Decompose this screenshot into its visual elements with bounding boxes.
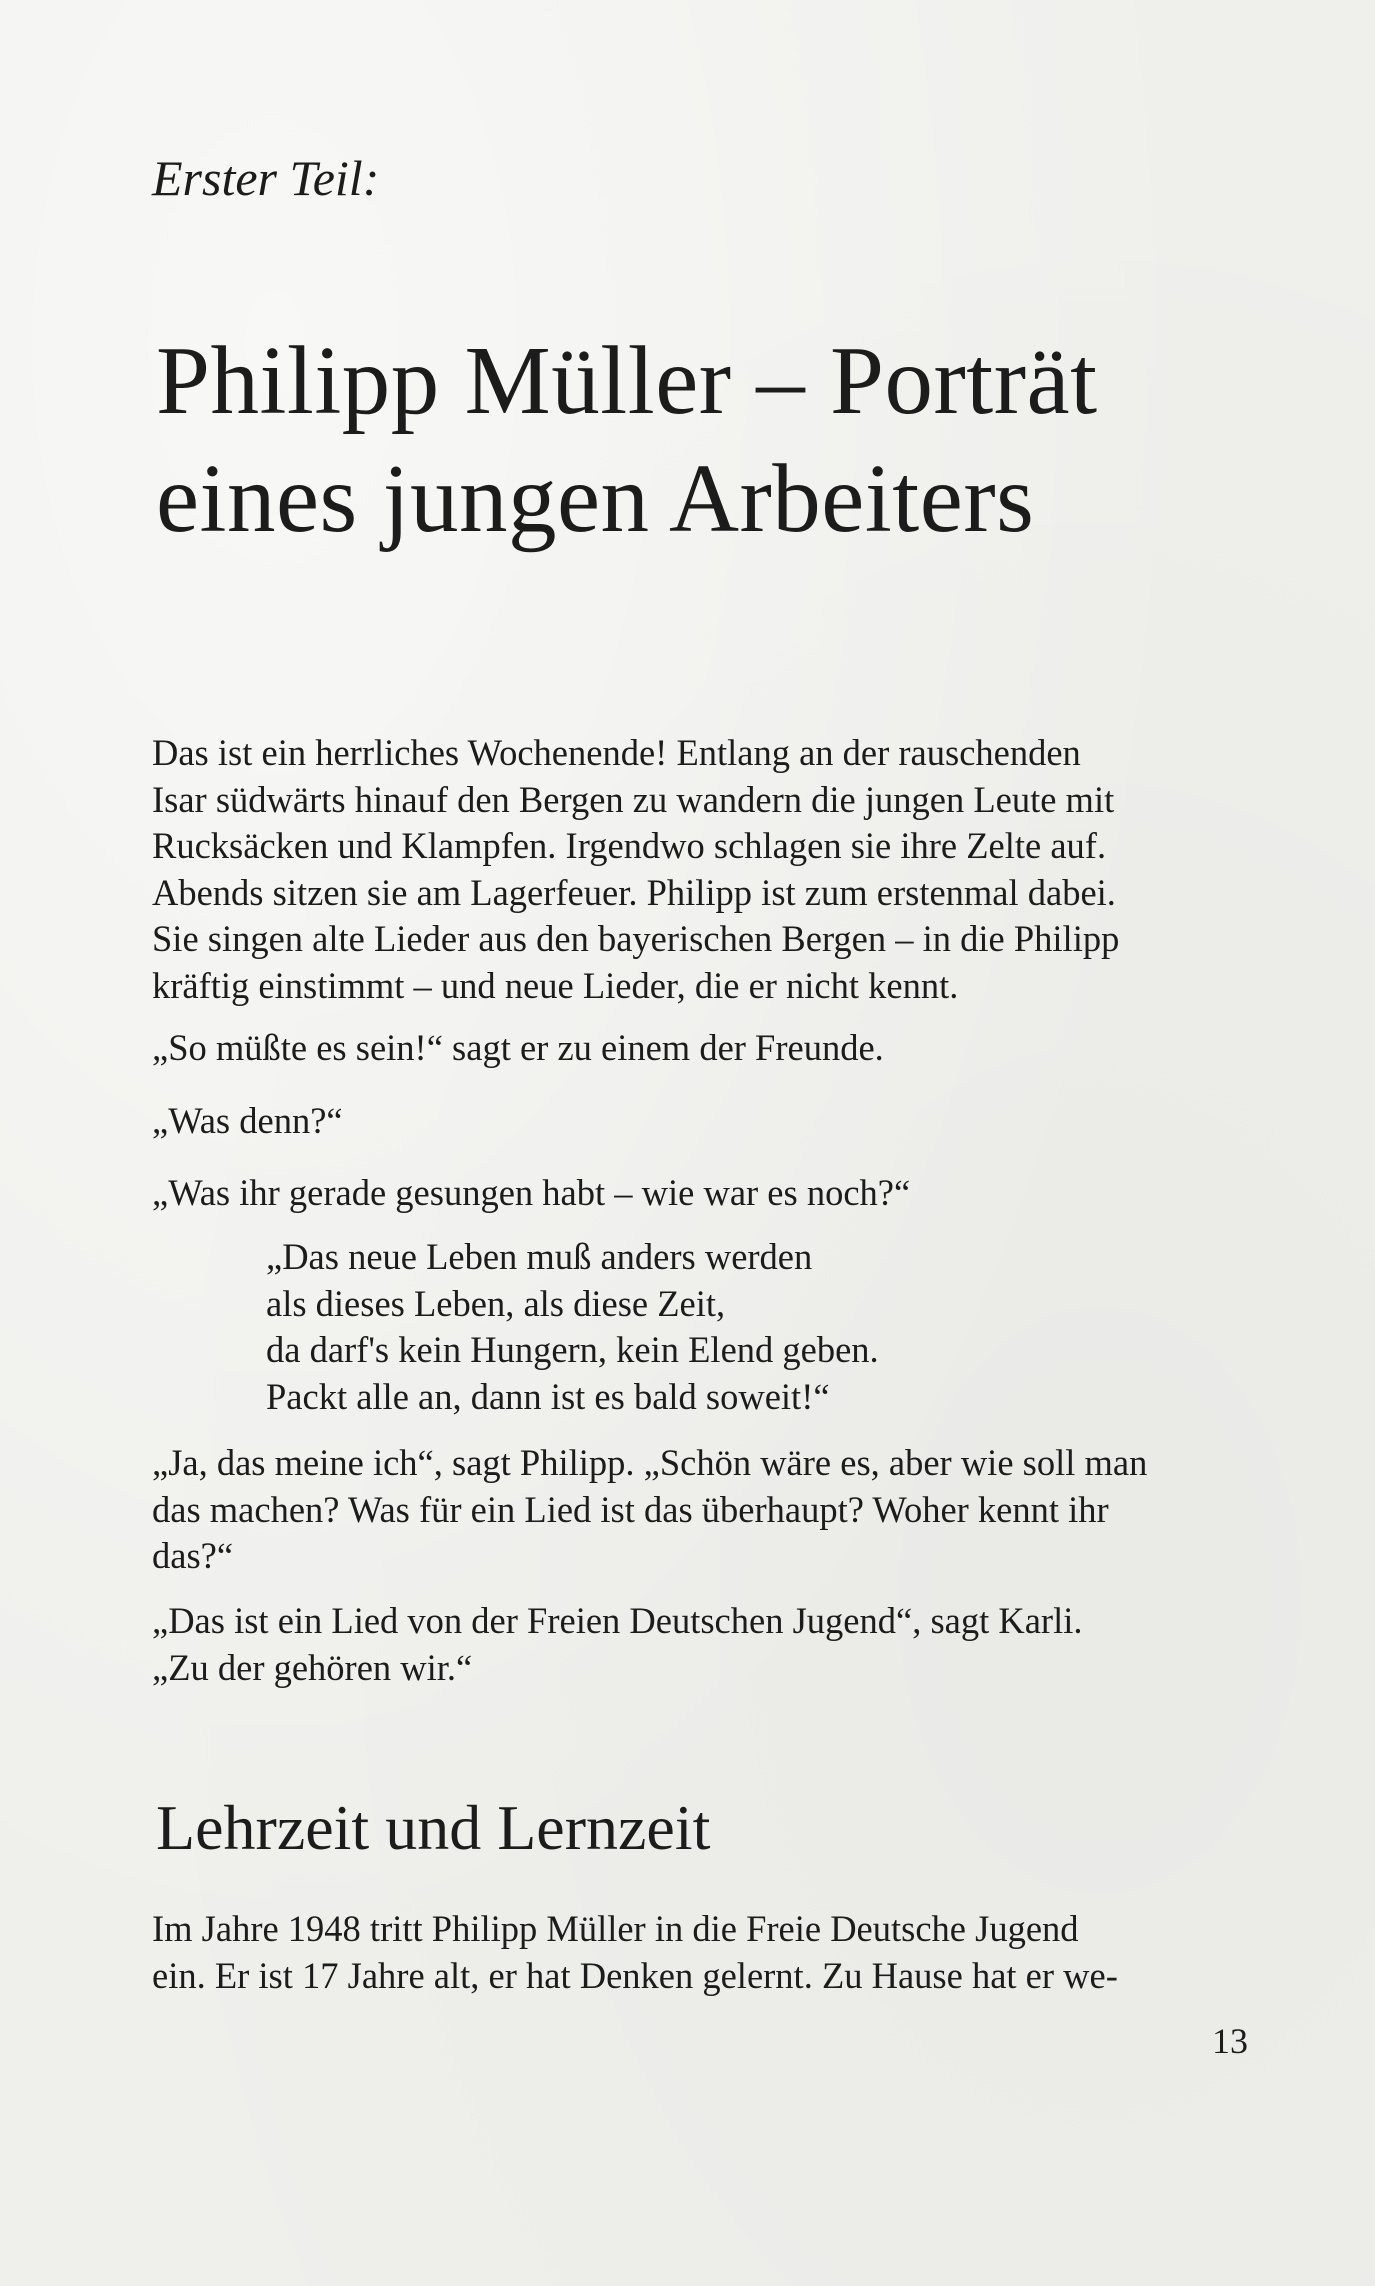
section-title: Lehrzeit und Lernzeit	[156, 1792, 711, 1863]
verse-line: als dieses Leben, als diese Zeit,	[266, 1282, 726, 1324]
text-line: „So müßte es sein!“ sagt er zu einem der Freunde.	[152, 1027, 884, 1068]
text-line: das machen? Was für ein Lied ist das überhaupt? Woher kennt ihr	[152, 1488, 1109, 1530]
text-line: „Zu der gehören wir.“	[152, 1646, 473, 1688]
paragraph-dialogue	[152, 1098, 1252, 1145]
text-line: „Ja, das meine ich“, sagt Philipp. „Schön wäre es, aber wie soll man	[152, 1442, 1148, 1483]
text-line: „Das ist ein Lied von der Freien Deutschen Jugend“, sagt Karli.	[152, 1600, 1083, 1641]
paragraph-dialogue	[152, 1598, 1252, 1691]
text-line: „Was denn?“	[152, 1100, 343, 1141]
chapter-title-line: Philipp Müller – Porträt	[156, 327, 1098, 434]
paragraph-dialogue	[152, 1440, 1252, 1580]
paragraph-dialogue	[152, 1025, 1252, 1072]
song-verse	[266, 1234, 1166, 1420]
part-label: Erster Teil:	[152, 150, 380, 206]
paragraph-wochenende	[152, 730, 1252, 1009]
text-line: das?“	[152, 1535, 234, 1576]
text-line: Sie singen alte Lieder aus den bayerischen Bergen – in die Philipp	[152, 918, 1120, 959]
verse-line: „Das neue Leben muß anders werden	[266, 1236, 813, 1277]
text-line: Im Jahre 1948 tritt Philipp Müller in die Freie Deutsche Jugend	[152, 1908, 1079, 1949]
page-number: 13	[1212, 2021, 1248, 2061]
text-line: Das ist ein herrliches Wochenende! Entlang an der rauschenden	[152, 732, 1081, 773]
text-line: Abends sitzen sie am Lagerfeuer. Philipp ist zum erstenmal dabei.	[152, 871, 1116, 913]
paragraph-dialogue	[152, 1170, 1252, 1217]
verse-line: Packt alle an, dann ist es bald soweit!“	[266, 1375, 830, 1417]
text-line: „Was ihr gerade gesungen habt – wie war es noch?“	[152, 1172, 911, 1213]
text-line: Isar südwärts hinauf den Bergen zu wandern die jungen Leute mit	[152, 778, 1115, 820]
text-line: ein. Er ist 17 Jahre alt, er hat Denken gelernt. Zu Hause hat er we-	[152, 1954, 1118, 1996]
text-line: Rucksäcken und Klampfen. Irgendwo schlagen sie ihre Zelte auf.	[152, 825, 1107, 866]
text-line: kräftig einstimmt – und neue Lieder, die er nicht kennt.	[152, 964, 959, 1006]
chapter-title-line: eines jungen Arbeiters	[156, 445, 1035, 552]
paragraph-lehrzeit	[152, 1906, 1252, 1999]
verse-line: da darf's kein Hungern, kein Elend geben.	[266, 1329, 879, 1370]
chapter-title	[156, 322, 1296, 558]
